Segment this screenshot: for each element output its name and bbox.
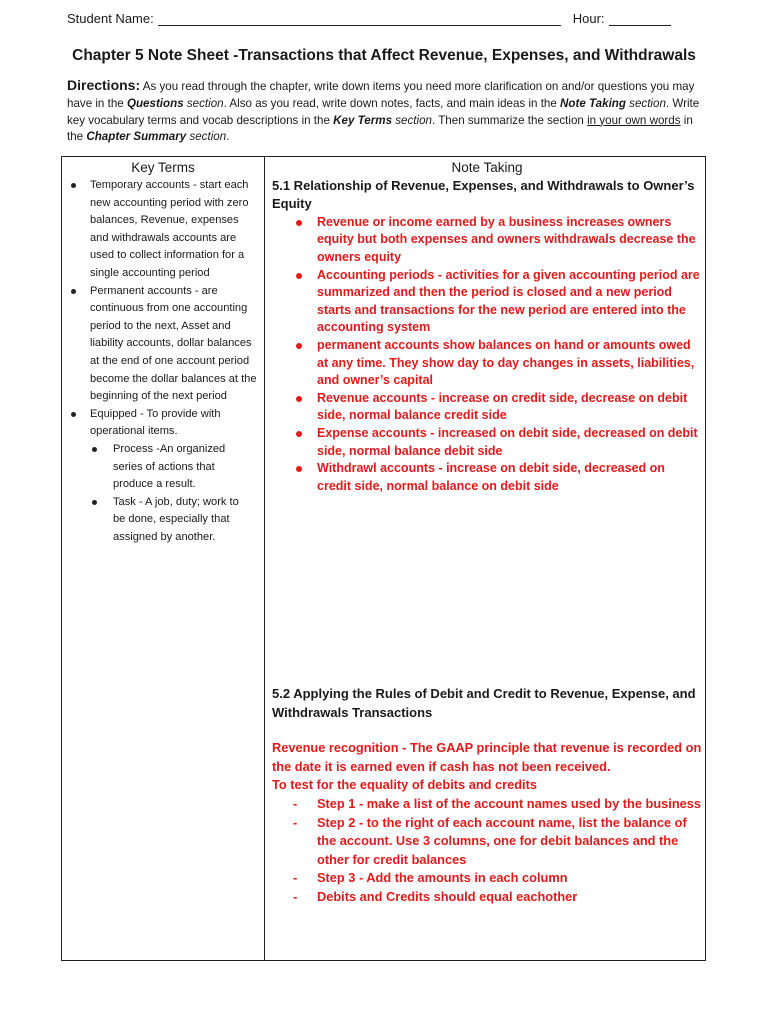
key-terms-heading: Key Terms [131, 160, 195, 175]
directions-text-9: section [186, 130, 227, 144]
steps-list [272, 795, 702, 907]
revenue-recognition: Revenue recognition - The GAAP principle that revenue is recorded on the date it is earned even if cash has not been received. [272, 740, 702, 774]
note-item: Expense accounts - increased on debit side, decreased on debit side, normal balance debit side [272, 425, 702, 460]
directions-text-4: section [625, 96, 666, 110]
key-term-item: Temporary accounts - start each new accounting period with zero balances, Revenue, expenses and withdrawals accounts are used to collect information for a single accounting period [62, 177, 264, 283]
key-term-item [62, 406, 264, 547]
note-item: Revenue or income earned by a business increases owners equity but both expenses and owners withdrawals decrease the owners equity [272, 214, 702, 267]
directions-label: Directions: [67, 77, 141, 93]
section-5-2-heading: 5.2 Applying the Rules of Debit and Credit to Revenue, Expense, and Withdrawals Transactions [272, 686, 696, 720]
key-terms-list [62, 177, 264, 546]
directions-text-8: in the [67, 113, 693, 144]
student-name-label: Student Name: [67, 11, 154, 26]
directions-own-words: in your own words [587, 113, 681, 127]
column-divider [264, 157, 265, 960]
directions-questions: Questions [126, 96, 184, 110]
directions-text-2: section [183, 96, 224, 110]
key-terms-column [62, 157, 264, 546]
directions-text-10: . [226, 130, 230, 144]
student-name-blank [158, 11, 561, 26]
note-item: Accounting periods - activities for a given accounting period are summarized and then the period is closed and a new period starts and transactions for the new period are entered into the accounting system [272, 267, 702, 337]
directions-text-6: section [392, 113, 432, 127]
hour-blank [609, 11, 671, 26]
step-item: - Step 3 - Add the amounts in each column [272, 869, 702, 888]
note-item: permanent accounts show balances on hand or amounts owed at any time. They show day to day changes in assets, liabilities, and owner’s capital [272, 337, 702, 390]
directions-text-5: . Write key vocabulary terms and vocab descriptions in the [67, 96, 700, 127]
note-item: Withdrawl accounts - increase on debit side, decreased on credit side, normal balance on debit side [272, 460, 702, 495]
key-terms-sublist [90, 441, 260, 547]
note-taking-heading: Note Taking [451, 160, 523, 175]
hour-label: Hour: [572, 11, 605, 26]
step-item: - Step 2 - to the right of each account name, list the balance of the account. Use 3 columns, one for debit balances and the other for credit balances [272, 814, 702, 870]
key-term-text: Equipped - To provide with operational items. [90, 407, 221, 438]
directions-chapter-summary: Chapter Summary [86, 130, 187, 144]
directions-text-7: . Then summarize the section [431, 113, 588, 127]
directions-text-1: As you read through the chapter, write down items you need more clarification on and/or questions you may have in the [67, 80, 695, 110]
notes-table [61, 156, 706, 961]
step-item: - Step 1 - make a list of the account names used by the business [272, 795, 702, 814]
directions-key-terms: Key Terms [333, 113, 393, 127]
test-equality-line: To test for the equality of debits and credits [272, 777, 537, 793]
section-5-1-heading: 5.1 Relationship of Revenue, Expenses, and Withdrawals to Owner’s Equity [272, 178, 695, 212]
note-taking-column [272, 157, 702, 906]
directions-note-taking: Note Taking [560, 96, 626, 110]
page-title: Chapter 5 Note Sheet -Transactions that Affect Revenue, Expenses, and Withdrawals [72, 47, 696, 64]
section-5-1-notes [272, 214, 702, 496]
note-item: Revenue accounts - increase on credit side, decrease on debit side, normal balance credit side [272, 390, 702, 425]
directions-text-3: . Also as you read, write down notes, facts, and main ideas in the [223, 96, 561, 110]
header-line [67, 6, 707, 26]
directions [67, 77, 707, 146]
key-term-subitem: Process -An organized series of actions that produce a result. [90, 441, 260, 494]
step-item: - Debits and Credits should equal eachother [272, 888, 702, 907]
key-term-item: Permanent accounts - are continuous from one accounting period to the next, Asset and liability accounts, dollar balances at the end of one account period become the dollar balances at the beginning of the next period [62, 283, 264, 406]
key-term-subitem: Task - A job, duty; work to be done, especially that assigned by another. [90, 494, 260, 547]
